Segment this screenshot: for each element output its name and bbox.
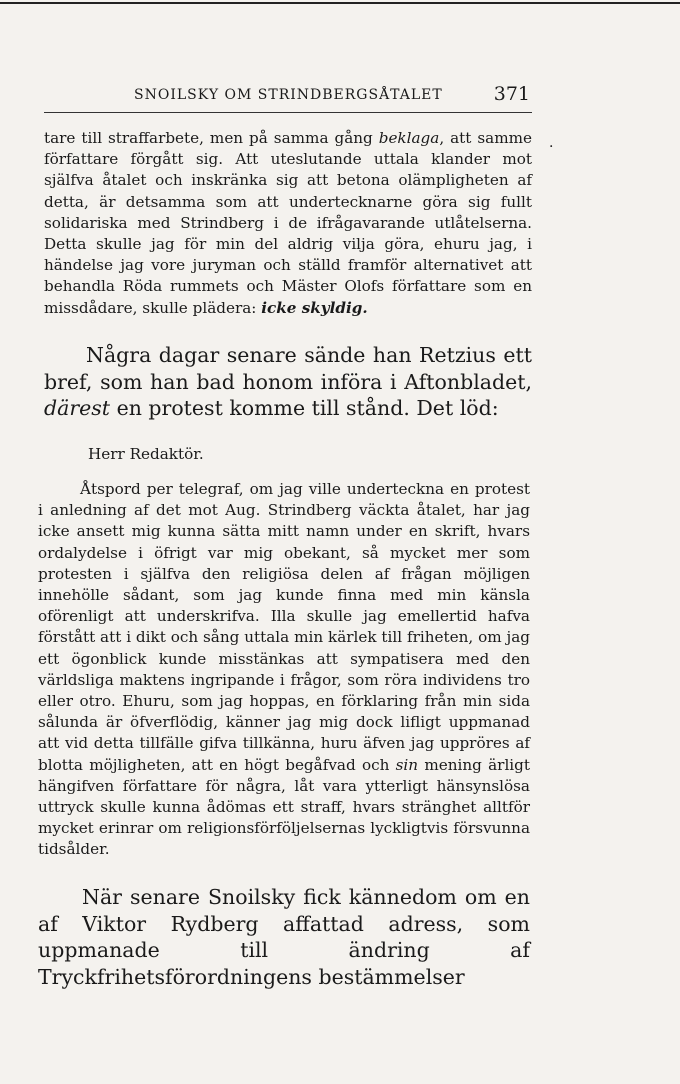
paragraph-text: Åtspord per telegraf, om jag ville underteckna en protest i anledning af det mot Aug. Strindberg väckta åtalet, har jag icke ansett mig kunna sätta mitt namn under en skrift, hvars ordalydelse i öfrigt var mig obekant, så mycket mer som protesten i själfva den religiösa delen af frågan möjligen innehölle sådant, som jag kunde finna med min känsla oförenligt att underskrifva. Illa skulle jag emellertid hafva förstått att i dikt och sång uttala min kärlek till friheten, om jag ett ögonblick kunde misstänkas att sympatisera med den världsliga maktens ingripande i frågor, som röra individens tro eller otro. Ehuru, som jag hoppas, en förklaring från min sida sålunda är öfverflödig, känner jag mig dock lifligt uppmanad att vid detta tillfälle gifva tillkänna, huru äfven jag uppröres af blotta möjligheten, att en högt begåfvad och [38,480,530,774]
letter-body [38,479,530,861]
running-header [44,84,532,113]
emphasis-sin: sin [395,755,419,774]
letter-salutation: Herr Redaktör. [88,445,204,463]
paragraph-narrative [44,342,532,422]
emphasis-darest: därest [44,396,111,420]
emphasis-beklaga: beklaga [378,129,440,147]
paragraph-text: mening ärligt hängifven författare för några, låt vara ytterligt hänsynslösa uttryck skulle kunna ådömas ett straff, hvars stränghet alltför mycket erinrar om religionsförföljelsernas lyckligtvis försvunna tidsålder. [38,755,530,859]
paragraph-final: När senare Snoilsky fick kännedom om en af Viktor Rydberg affattad adress, som uppmanade till ändring af Tryckfrihetsförordningens bestämmelser [38,885,530,989]
paragraph-text: , att samme författare förgått sig. Att uteslutande uttala klander mot själfva åtalet och inskränka sig att betona olämpligheten af detta, är detsamma som att undertecknarne göra sig fullt solidariska med Strindberg i de ifrågavarande utlåtelserna. Detta skulle jag för min del aldrig vilja göra, ehuru jag, i händelse jag vore juryman och ställd framför alternativet att behandla Röda rummets och Mäster Olofs författare som en missdådare, skulle plädera: [44,129,532,317]
running-title: SNOILSKY OM STRINDBERGSÅTALET [134,87,443,103]
paragraph-text: tare till straffarbete, men på samma gång [44,129,379,147]
paragraph-continuation [44,128,532,319]
scan-edge-line [0,2,680,4]
margin-mark: · [549,139,554,155]
paragraph-text: Några dagar senare sände han Retzius ett bref, som han bad honom införa i Aftonbladet, [44,343,532,394]
page-number: 371 [493,83,530,105]
emphasis-icke-skyldig: icke skyldig. [261,298,368,317]
paragraph-text: en protest komme till stånd. Det löd: [110,396,499,420]
